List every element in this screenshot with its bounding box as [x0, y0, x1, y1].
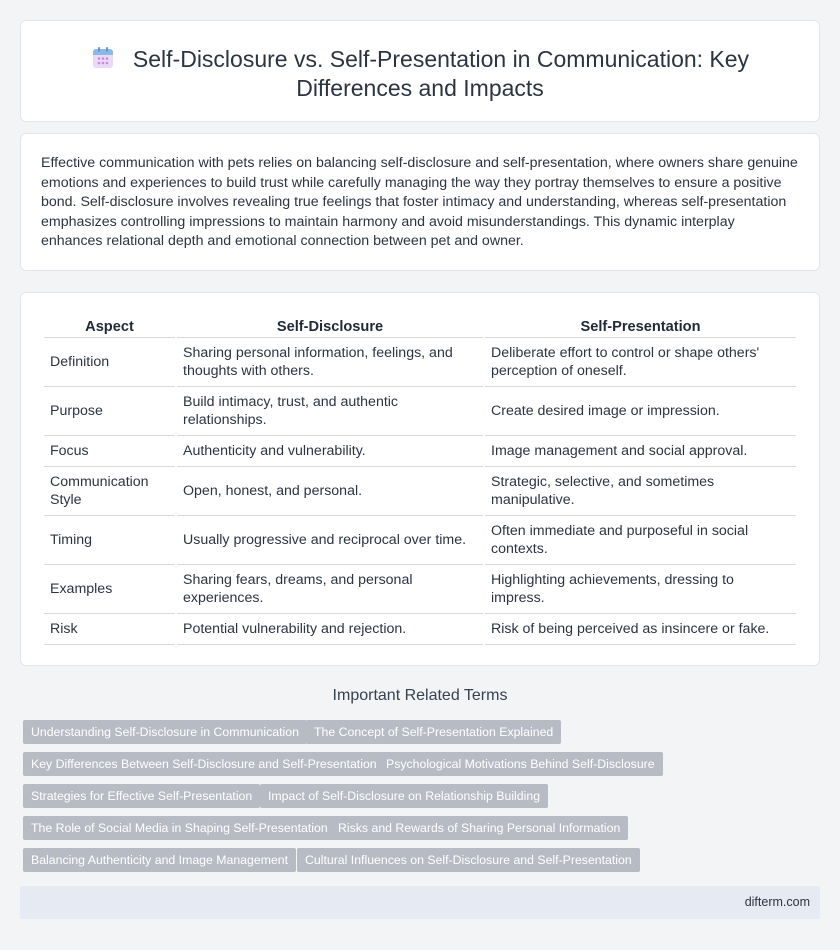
related-term-link[interactable]: Understanding Self-Disclosure in Communication	[23, 720, 307, 744]
table-cell: Build intimacy, trust, and authentic relationships.	[177, 387, 483, 436]
footer-site-link[interactable]: difterm.com	[744, 895, 810, 909]
related-term-link[interactable]: The Role of Social Media in Shaping Self-Presentation	[23, 816, 336, 840]
column-header-self-disclosure: Self-Disclosure	[177, 316, 483, 338]
table-cell: Definition	[44, 338, 175, 387]
table-row	[44, 565, 796, 614]
calendar-icon	[91, 46, 115, 70]
column-header-aspect: Aspect	[44, 316, 175, 338]
table-cell: Risk of being perceived as insincere or fake.	[485, 614, 796, 645]
intro-text: Effective communication with pets relies on balancing self-disclosure and self-presentation, where owners share genuine emotions and experiences to build trust while carefully managing the way they portray themselves to ensure a positive bond. Self-disclosure involves revealing true feelings that foster intimacy and understanding, whereas self-presentation emphasizes controlling impressions to maintain harmony and avoid misunderstandings. This dynamic interplay enhances relational depth and emotional connection between pet and owner.	[41, 155, 798, 249]
footer	[20, 886, 820, 919]
title-line-1: Self-Disclosure vs. Self-Presentation in Communication: Key	[132, 46, 750, 72]
comparison-table	[42, 316, 798, 645]
table-cell: Communication Style	[44, 467, 175, 516]
table-cell: Highlighting achievements, dressing to impress.	[485, 565, 796, 614]
table-cell: Sharing personal information, feelings, and thoughts with others.	[177, 338, 483, 387]
related-term-link[interactable]: Risks and Rewards of Sharing Personal Information	[330, 816, 628, 840]
table-row	[44, 467, 796, 516]
table-row	[44, 387, 796, 436]
table-cell: Create desired image or impression.	[485, 387, 796, 436]
table-cell: Risk	[44, 614, 175, 645]
page-title	[21, 45, 819, 103]
table-row	[44, 516, 796, 565]
title-line-2: Differences and Impacts	[296, 75, 544, 101]
table-cell: Often immediate and purposeful in social contexts.	[485, 516, 796, 565]
table-cell: Deliberate effort to control or shape others' perception of oneself.	[485, 338, 796, 387]
comparison-card	[20, 292, 820, 666]
table-cell: Potential vulnerability and rejection.	[177, 614, 483, 645]
related-term-link[interactable]: The Concept of Self-Presentation Explained	[306, 720, 561, 744]
related-term-link[interactable]: Cultural Influences on Self-Disclosure and Self-Presentation	[297, 848, 640, 872]
table-cell: Strategic, selective, and sometimes manipulative.	[485, 467, 796, 516]
table-cell: Open, honest, and personal.	[177, 467, 483, 516]
column-header-self-presentation: Self-Presentation	[485, 316, 796, 338]
table-cell: Timing	[44, 516, 175, 565]
table-row	[44, 436, 796, 467]
related-term-link[interactable]: Impact of Self-Disclosure on Relationship Building	[260, 784, 548, 808]
table-cell: Sharing fears, dreams, and personal experiences.	[177, 565, 483, 614]
table-cell: Image management and social approval.	[485, 436, 796, 467]
related-term-link[interactable]: Psychological Motivations Behind Self-Disclosure	[378, 752, 663, 776]
table-row	[44, 614, 796, 645]
table-cell: Examples	[44, 565, 175, 614]
intro-card	[20, 133, 820, 271]
table-header-row	[44, 316, 796, 338]
related-term-link[interactable]: Key Differences Between Self-Disclosure and Self-Presentation	[23, 752, 385, 776]
table-cell: Focus	[44, 436, 175, 467]
table-cell: Purpose	[44, 387, 175, 436]
related-terms-heading: Important Related Terms	[332, 687, 508, 704]
table-row	[44, 338, 796, 387]
related-term-link[interactable]: Balancing Authenticity and Image Management	[23, 848, 296, 872]
title-card	[20, 20, 820, 122]
table-cell: Usually progressive and reciprocal over time.	[177, 516, 483, 565]
table-cell: Authenticity and vulnerability.	[177, 436, 483, 467]
related-term-link[interactable]: Strategies for Effective Self-Presentation	[23, 784, 260, 808]
